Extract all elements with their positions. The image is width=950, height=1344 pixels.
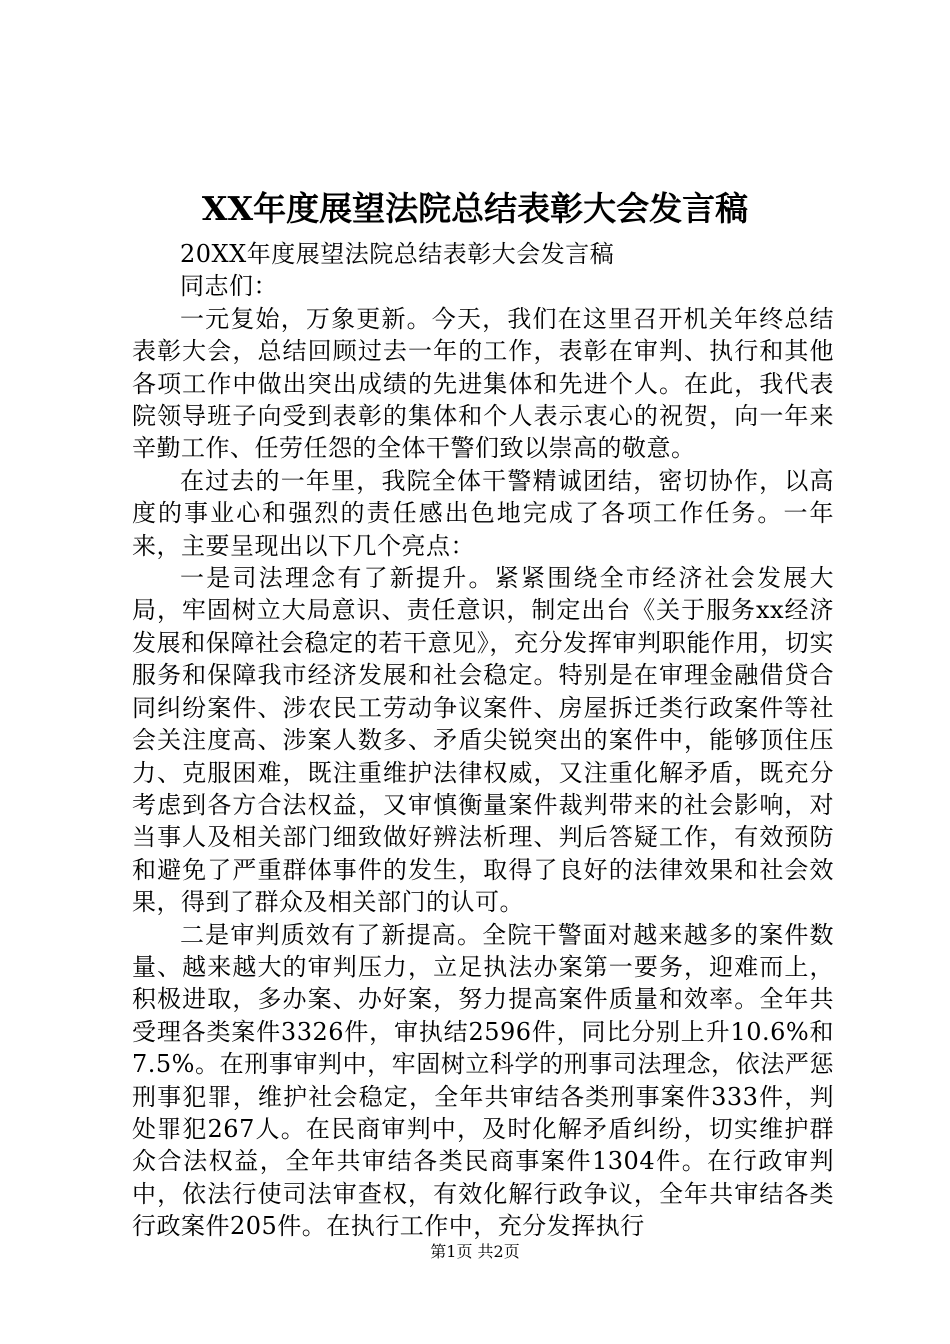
subtitle-paragraph: 20XX年度展望法院总结表彰大会发言稿 (180, 240, 615, 268)
body-paragraph: 一元复始，万象更新。今天，我们在这里召开机关年终总结表彰大会，总结回顾过去一年的工作，表彰在审判、执行和其他各项工作中做出突出成绩的先进集体和先进个人。在此，我代表院领导班子向受到表彰的集体和个人表示衷心的祝贺，向一年来辛勤工作、任劳任怨的全体干警们致以崇高的敬意。 (132, 304, 834, 463)
body-paragraph: 二是审判质效有了新提高。全院干警面对越来越多的案件数量、越来越大的审判压力，立足执法办案第一要务，迎难而上，积极进取，多办案、办好案，努力提高案件质量和效率。全年共受理各类案件3326件，审执结2596件，同比分别上升10.6%和7.5%。在刑事审判中，牢固树立科学的刑事司法理念，依法严惩刑事犯罪，维护社会稳定，全年共审结各类刑事案件333件，判处罪犯267人。在民商审判中，及时化解矛盾纠纷，切实维护群众合法权益，全年共审结各类民商事案件1304件。在行政审判中，依法行使司法审查权，有效化解行政争议，全年共审结各类行政案件205件。在执行工作中，充分发挥执行 (132, 920, 834, 1241)
body-paragraph: 在过去的一年里，我院全体干警精诚团结，密切协作，以高度的事业心和强烈的责任感出色地完成了各项工作任务。一年来，主要呈现出以下几个亮点： (132, 466, 834, 560)
body-paragraph: 一是司法理念有了新提升。紧紧围绕全市经济社会发展大局，牢固树立大局意识、责任意识，制定出台《关于服务xx经济发展和保障社会稳定的若干意见》，充分发挥审判职能作用，切实服务和保障我市经济发展和社会稳定。特别是在审理金融借贷合同纠纷案件、涉农民工劳动争议案件、房屋拆迁类行政案件等社会关注度高、涉案人数多、矛盾尖锐突出的案件中，能够顶住压力、克服困难，既注重维护法律权威，又注重化解矛盾，既充分考虑到各方合法权益，又审慎衡量案件裁判带来的社会影响，对当事人及相关部门细致做好辨法析理、判后答疑工作，有效预防和避免了严重群体事件的发生，取得了良好的法律效果和社会效果，得到了群众及相关部门的认可。 (132, 564, 834, 917)
document-title: XX年度展望法院总结表彰大会发言稿 (201, 189, 749, 228)
salutation-paragraph: 同志们： (180, 272, 278, 301)
document-body (132, 238, 834, 1243)
page-footer: 第1页 共2页 (430, 1242, 520, 1261)
